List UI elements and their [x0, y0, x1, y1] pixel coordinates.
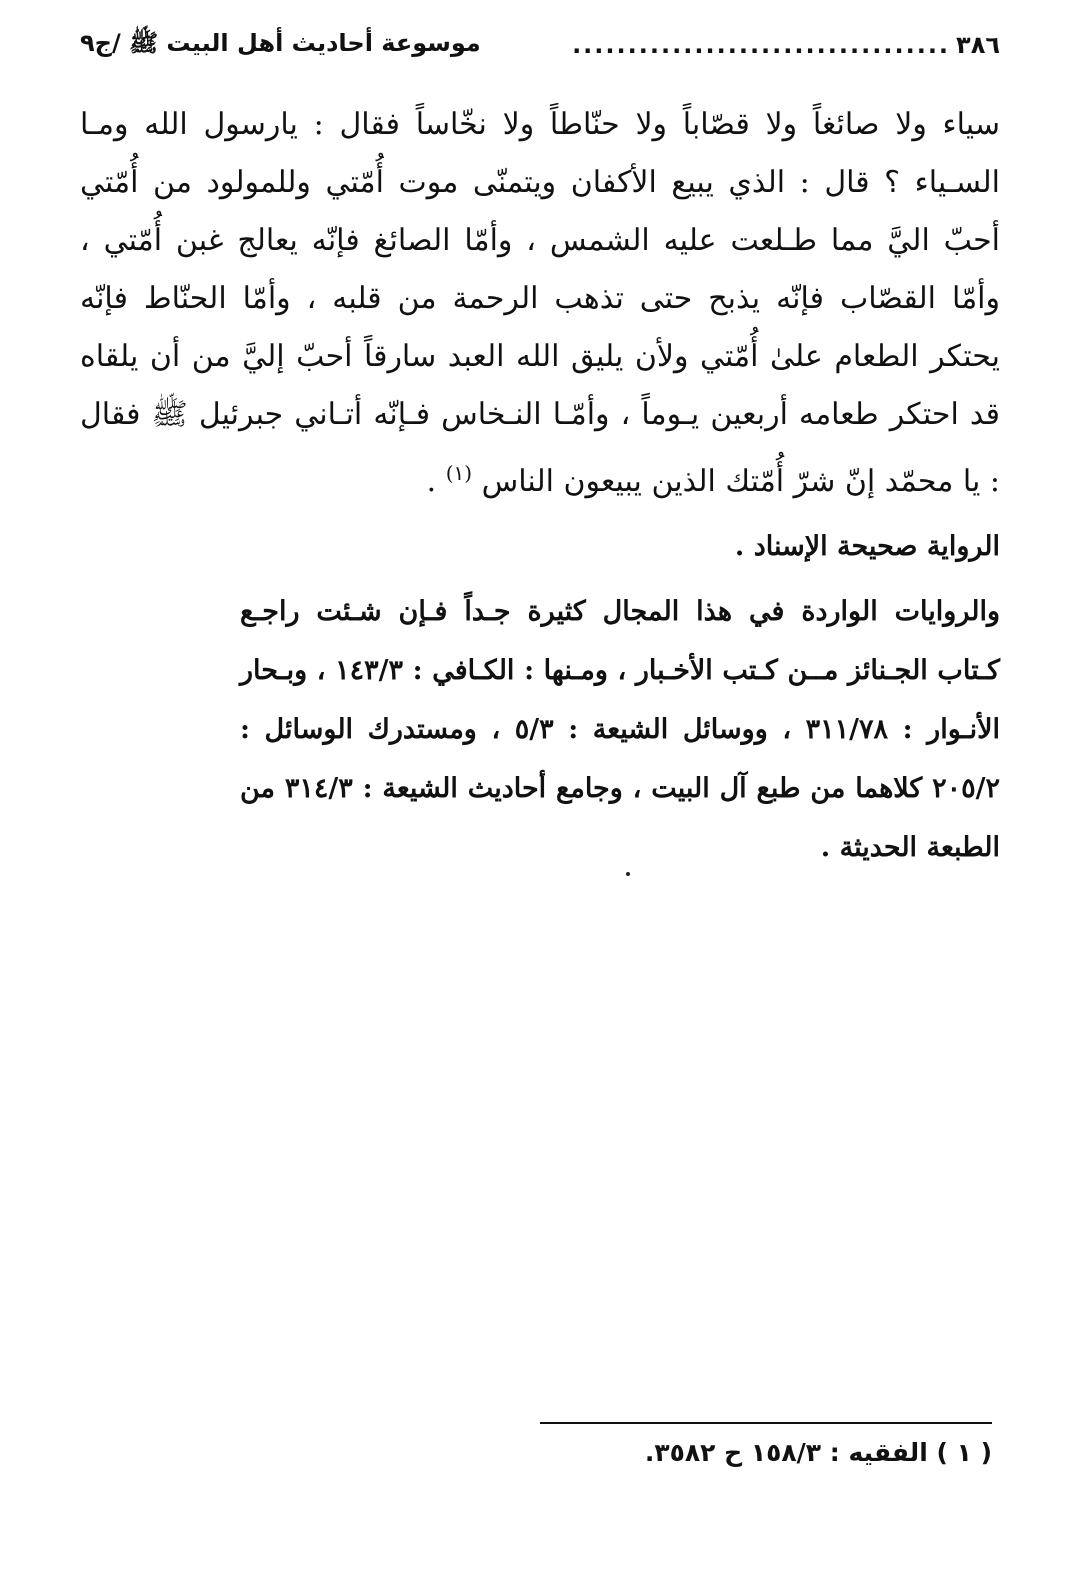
running-header — [80, 24, 1000, 66]
footnote-separator — [540, 1422, 992, 1424]
references-paragraph: والروايات الواردة في هذا المجال كثيرة جـداً فـإن شـئت راجـع كـتاب الجـنائز مــن كـتب الأخـبار ، ومـنها : الكـافي : ١٤٣/٣ ، وبـحار الأنـوار : ٣١١/٧٨ ، ووسائل الشيعة : ٥/٣ ، ومستدرك الوسائل : ٢٠٥/٢ كلاهما من طبع آل البيت ، وجامع أحاديث الشيعة : ٣١٤/٣ من الطبعة الحديثة . — [240, 596, 1000, 863]
stray-dot — [626, 872, 630, 876]
header-leader-dots: .................................. — [572, 31, 951, 59]
grading-note: الرواية صحيحة الإسناد . — [734, 531, 1000, 562]
page-number: ٣٨٦ — [956, 31, 1000, 59]
hadith-paragraph — [80, 96, 1000, 511]
footnote-marker: (١) — [445, 461, 473, 485]
main-text — [80, 96, 1000, 877]
book-title: موسوعة أحاديث أهل البيت ﷺ /ج٩ — [80, 28, 481, 57]
hadith-text: سياء ولا صائغاً ولا قصّاباً ولا حنّاطاً ولا نخّاساً فقال : يارسول الله ومـا السـياء ؟ قال : الذي يبيع الأكفان ويتمنّى موت أُمّتي وللمولود من أُمّتي أحبّ اليَّ مما طـلعت عليه الشمس ، وأمّا الصائغ فإنّه يعالج غبن أُمّتي ، وأمّا القصّاب فإنّه يذبح حتى تذهب الرحمة من قلبه ، وأمّا الحنّاط فإنّه يحتكر الطعام علىٰ أُمّتي ولأن يليق الله العبد سارقاً أحبّ إليَّ من أن يلقاه قد احتكر طعامه أربعين يـوماً ، وأمّـا النـخاس فـإنّه أتـاني جبرئيل ﷺ فقال : يا محمّد إنّ شرّ أُمّتك الذين يبيعون الناس — [80, 107, 1000, 499]
footnote: ( ١ ) الفقيه : ١٥٨/٣ ح ٣٥٨٢. — [644, 1438, 992, 1467]
paragraph-end-mark: . — [426, 464, 446, 499]
